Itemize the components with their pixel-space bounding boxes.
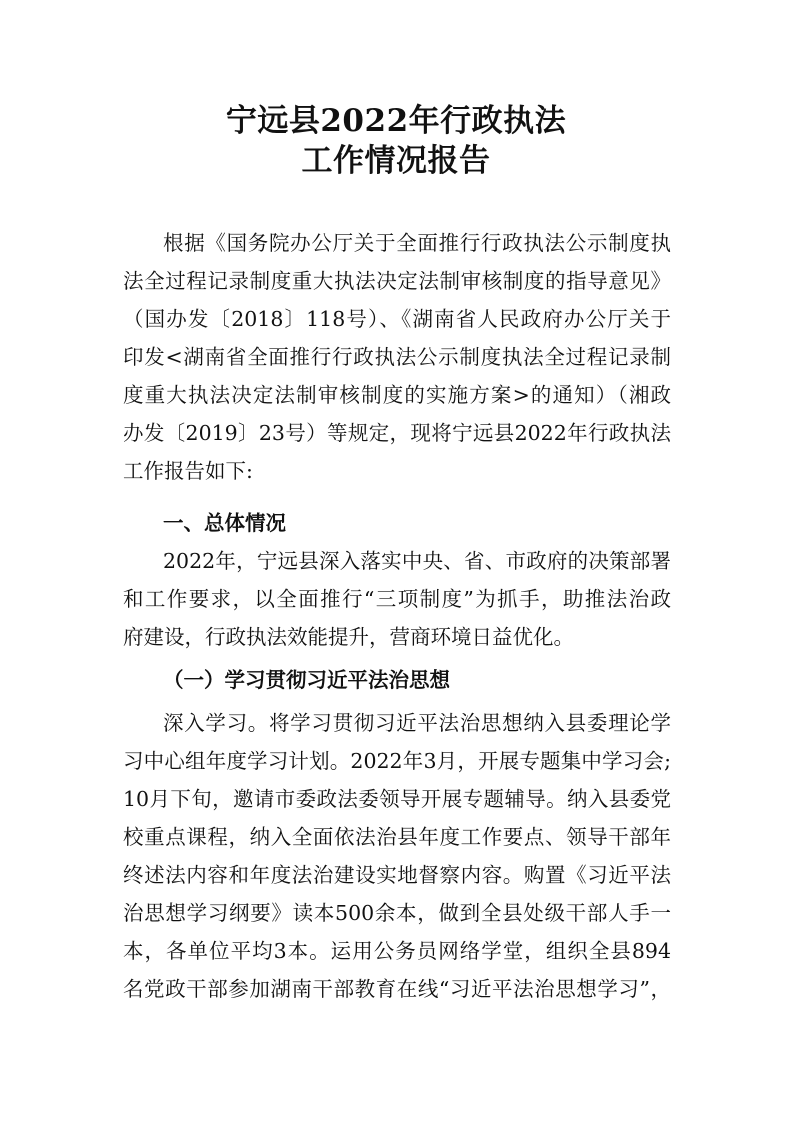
study-line-4: 校重点课程，纳入全面依法治县年度工作要点、领导干部年	[123, 825, 671, 849]
study-line-8: 名党政干部参加湖南干部教育在线“习近平法治思想学习”，	[123, 977, 671, 1001]
subsection-heading-study: （一）学习贯彻习近平法治思想	[163, 668, 450, 692]
intro-line-1: 根据《国务院办公厅关于全面推行行政执法公示制度执	[163, 231, 671, 255]
intro-line-3: （国办发〔2018〕118号）、《湖南省人民政府办公厅关于	[123, 307, 671, 331]
study-line-5: 终述法内容和年度法治建设实地督察内容。购置《习近平法	[123, 863, 671, 887]
intro-line-5: 度重大执法决定法制审核制度的实施方案>的通知）（湘政	[123, 383, 671, 407]
section-heading-overview: 一、总体情况	[163, 511, 286, 535]
study-line-1: 深入学习。将学习贯彻习近平法治思想纳入县委理论学	[163, 711, 671, 735]
study-line-2: 习中心组年度学习计划。2022年3月，开展专题集中学习会;	[123, 749, 671, 773]
intro-line-4: 印发<湖南省全面推行行政执法公示制度执法全过程记录制	[123, 345, 671, 369]
intro-line-6: 办发〔2019〕23号）等规定，现将宁远县2022年行政执法	[123, 421, 671, 445]
overview-line-2: 和工作要求，以全面推行“三项制度”为抓手，助推法治政	[123, 587, 671, 611]
overview-line-3: 府建设，行政执法效能提升，营商环境日益优化。	[123, 625, 574, 649]
overview-line-1: 2022年，宁远县深入落实中央、省、市政府的决策部署	[163, 549, 671, 573]
document-title-line-1: 宁远县2022年行政执法	[225, 103, 567, 139]
document-title-line-2: 工作情况报告	[301, 143, 491, 179]
study-line-3: 10月下旬，邀请市委政法委领导开展专题辅导。纳入县委党	[123, 787, 671, 811]
study-line-7: 本，各单位平均3本。运用公务员网络学堂，组织全县894	[123, 939, 671, 963]
study-line-6: 治思想学习纲要》读本500余本，做到全县处级干部人手一	[123, 901, 671, 925]
intro-line-2: 法全过程记录制度重大执法决定法制审核制度的指导意见》	[123, 269, 671, 293]
intro-line-7: 工作报告如下:	[123, 459, 253, 483]
